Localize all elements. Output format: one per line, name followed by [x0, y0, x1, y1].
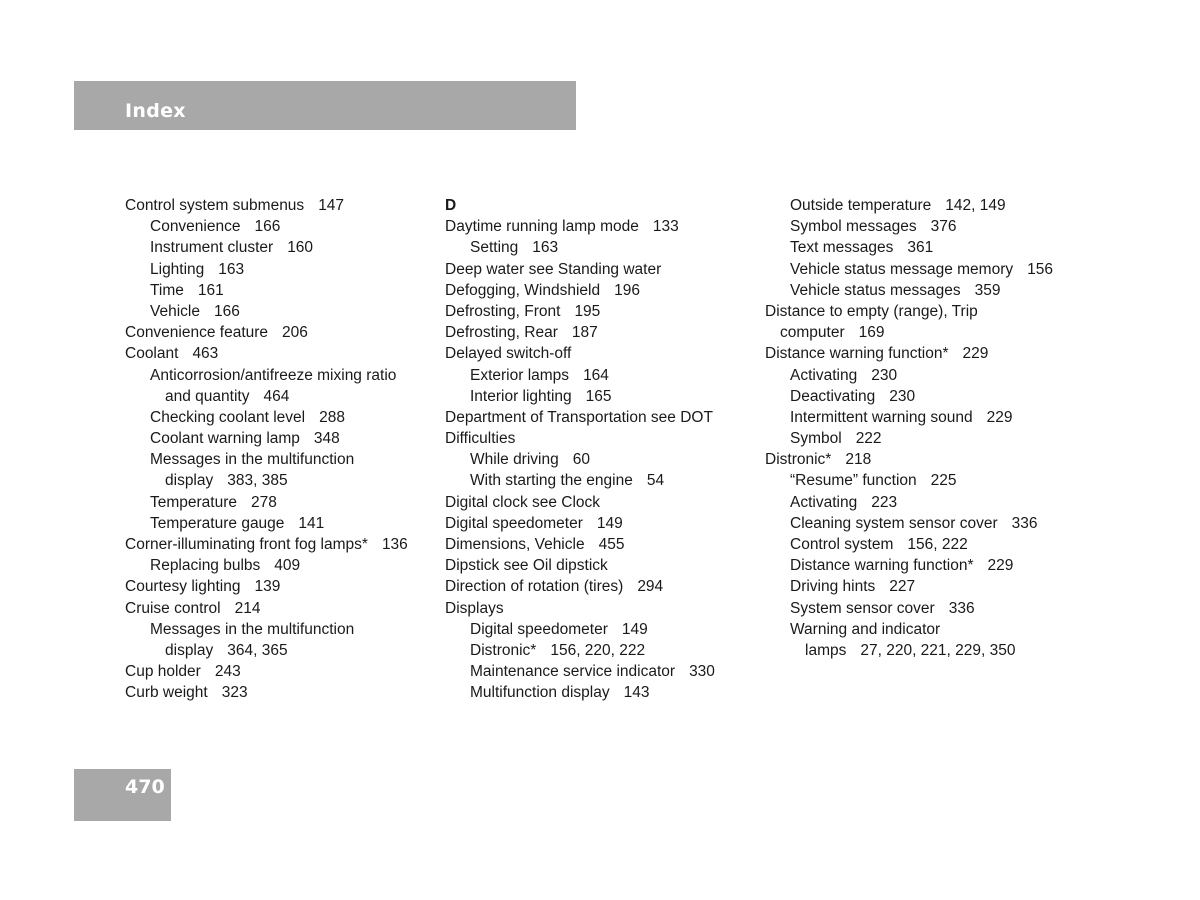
- index-entry-text: “Resume” function: [790, 472, 917, 490]
- index-column-3: [765, 195, 1095, 661]
- index-entry: [125, 470, 435, 491]
- index-entry-pages: 161: [197, 281, 224, 299]
- index-entry-pages: 464: [263, 387, 290, 405]
- index-entry-text: Vehicle status messages: [790, 281, 961, 299]
- index-entry: [765, 216, 1095, 237]
- index-entry: [125, 555, 435, 576]
- index-entry: [445, 216, 755, 237]
- index-entry: [125, 449, 435, 470]
- index-entry-pages: 243: [214, 663, 241, 681]
- index-entry: [765, 322, 1095, 343]
- index-entry: [125, 428, 435, 449]
- index-entry-text: Temperature: [150, 493, 238, 511]
- index-entry-pages: 323: [221, 684, 248, 702]
- page-number: 470: [125, 776, 165, 798]
- index-entry-pages: 166: [254, 218, 281, 236]
- index-entry-pages: 288: [319, 408, 345, 426]
- index-entry: [125, 619, 435, 640]
- index-entry: [765, 195, 1095, 216]
- index-entry-pages: 206: [282, 324, 308, 342]
- index-entry: [445, 576, 755, 597]
- index-entry-pages: 143: [623, 684, 650, 702]
- index-entry-text: Distance warning function*: [765, 345, 949, 363]
- index-entry: [445, 598, 755, 619]
- index-entry: [445, 640, 755, 661]
- index-entry: [445, 661, 755, 682]
- index-entry: [125, 237, 435, 258]
- index-entry-text: Exterior lamps: [470, 366, 570, 384]
- index-entry-text: Convenience: [150, 218, 241, 236]
- index-entry: [125, 513, 435, 534]
- index-entry-text: Daytime running lamp mode: [445, 218, 639, 236]
- index-entry: [445, 386, 755, 407]
- index-entry-pages: 330: [689, 663, 715, 681]
- index-entry: [765, 386, 1095, 407]
- index-entry: [125, 259, 435, 280]
- index-entry-text: Control system: [790, 536, 894, 553]
- index-entry-pages: 160: [287, 239, 314, 257]
- index-entry-text: Text messages: [790, 239, 894, 257]
- index-entry-text: Time: [150, 281, 184, 299]
- index-entry-pages: 229: [962, 345, 989, 363]
- index-entry: [765, 534, 1095, 555]
- index-entry-pages: 142, 149: [945, 197, 1006, 214]
- index-entry-pages: 60: [572, 451, 590, 469]
- index-entry-text: Dimensions, Vehicle: [445, 536, 585, 553]
- index-column-1: [125, 195, 435, 704]
- index-entry: [445, 407, 755, 428]
- index-entry: [125, 386, 435, 407]
- index-entry-text: Warning and indicator: [790, 620, 941, 638]
- index-entry: [765, 428, 1095, 449]
- index-entry: [765, 513, 1095, 534]
- index-entry-text: Deep water see Standing water: [445, 260, 662, 278]
- section-title: Index: [125, 100, 186, 122]
- index-entry-text: Temperature gauge: [150, 514, 285, 532]
- index-entry-pages: 222: [855, 430, 882, 448]
- index-entry-pages: 218: [845, 451, 872, 469]
- index-entry-text: and quantity: [165, 387, 250, 405]
- index-entry-pages: 156: [1027, 260, 1053, 278]
- index-entry-text: Lighting: [150, 260, 205, 278]
- index-entry-text: Defrosting, Front: [445, 302, 561, 320]
- index-entry-text: Multifunction display: [470, 684, 610, 702]
- index-entry-pages: 227: [889, 578, 916, 596]
- index-entry-pages: 409: [274, 557, 301, 575]
- index-entry-text: Anticorrosion/antifreeze mixing ratio: [150, 366, 397, 384]
- index-entry: [765, 449, 1095, 470]
- index-entry: [445, 470, 755, 491]
- index-entry-text: System sensor cover: [790, 599, 935, 617]
- index-entry-text: Distronic*: [765, 451, 832, 469]
- index-entry-text: Vehicle status message memory: [790, 260, 1014, 278]
- index-entry-text: Distance warning function*: [790, 557, 974, 575]
- index-entry-text: Deactivating: [790, 387, 876, 405]
- index-entry-pages: 364, 365: [227, 641, 288, 659]
- index-entry-pages: 163: [218, 260, 245, 278]
- index-entry-pages: 149: [596, 514, 623, 532]
- index-entry: [765, 640, 1095, 661]
- index-entry-text: display: [165, 472, 214, 490]
- index-entry-text: Department of Transportation see DOT: [445, 408, 713, 426]
- index-entry-pages: 359: [974, 281, 1001, 299]
- index-entry-text: Setting: [470, 239, 519, 257]
- index-entry-pages: 27, 220, 221, 229, 350: [860, 641, 1016, 659]
- index-entry-text: lamps: [805, 641, 847, 659]
- index-entry-pages: 149: [621, 620, 648, 638]
- index-entry-pages: 187: [571, 324, 598, 342]
- index-entry: [445, 428, 755, 449]
- index-entry: [765, 492, 1095, 513]
- index-entry-text: Outside temperature: [790, 197, 932, 214]
- index-entry-text: Replacing bulbs: [150, 557, 261, 575]
- index-entry: [765, 598, 1095, 619]
- index-entry-text: D: [445, 197, 457, 214]
- index-entry-pages: 336: [948, 599, 975, 617]
- index-entry: [765, 259, 1095, 280]
- index-entry: [445, 259, 755, 280]
- index-entry: [445, 449, 755, 470]
- index-entry-text: Cup holder: [125, 663, 201, 681]
- index-entry-pages: 164: [583, 366, 609, 384]
- index-entry-text: With starting the engine: [470, 472, 633, 490]
- index-letter-heading: [445, 195, 755, 216]
- index-entry: [125, 534, 435, 555]
- index-entry: [125, 216, 435, 237]
- index-entry: [125, 407, 435, 428]
- index-entry-text: display: [165, 641, 214, 659]
- index-entry: [765, 470, 1095, 491]
- index-entry-pages: 383, 385: [227, 472, 288, 490]
- index-entry-text: Displays: [445, 599, 504, 617]
- index-entry-text: Activating: [790, 493, 858, 511]
- index-entry: [125, 301, 435, 322]
- index-entry-pages: 133: [652, 218, 679, 236]
- index-entry: [125, 322, 435, 343]
- index-entry-text: Digital speedometer: [470, 620, 608, 638]
- index-entry-text: Cleaning system sensor cover: [790, 514, 998, 532]
- index-entry-text: Activating: [790, 366, 858, 384]
- index-entry: [765, 576, 1095, 597]
- index-entry: [445, 301, 755, 322]
- index-entry-text: Intermittent warning sound: [790, 408, 973, 426]
- index-entry: [765, 343, 1095, 364]
- index-entry-pages: 136: [381, 536, 408, 553]
- index-entry-text: Checking coolant level: [150, 408, 306, 426]
- index-entry-text: Distronic*: [470, 641, 537, 659]
- index-entry: [445, 280, 755, 301]
- index-entry-pages: 361: [907, 239, 934, 257]
- index-entry-text: Dipstick see Oil dipstick: [445, 557, 608, 575]
- page-number-box: [74, 769, 171, 821]
- index-entry: [125, 682, 435, 703]
- index-entry-text: Delayed switch-off: [445, 345, 572, 363]
- index-entry: [125, 280, 435, 301]
- index-entry-pages: 348: [313, 430, 340, 448]
- index-entry-pages: 223: [871, 493, 898, 511]
- index-entry-text: Vehicle: [150, 302, 200, 320]
- index-entry-text: Distance to empty (range), Trip: [765, 302, 978, 320]
- index-entry: [765, 301, 1095, 322]
- index-entry-pages: 147: [318, 197, 345, 214]
- index-entry-text: computer: [780, 324, 845, 342]
- index-entry-pages: 169: [858, 324, 885, 342]
- index-entry-pages: 463: [192, 345, 219, 363]
- index-entry-text: Defogging, Windshield: [445, 281, 601, 299]
- index-entry: [125, 492, 435, 513]
- index-entry-text: Courtesy lighting: [125, 578, 241, 596]
- index-entry: [445, 534, 755, 555]
- index-entry-pages: 294: [637, 578, 664, 596]
- index-entry-text: Coolant warning lamp: [150, 430, 300, 448]
- index-entry-pages: 156, 222: [907, 536, 968, 553]
- index-entry: [445, 619, 755, 640]
- index-entry-pages: 229: [987, 557, 1014, 575]
- index-entry-text: Curb weight: [125, 684, 208, 702]
- index-entry-pages: 336: [1011, 514, 1038, 532]
- index-entry: [125, 640, 435, 661]
- index-entry-text: Digital speedometer: [445, 514, 583, 532]
- index-entry-pages: 230: [871, 366, 898, 384]
- index-entry: [125, 343, 435, 364]
- index-entry: [765, 365, 1095, 386]
- index-entry: [445, 555, 755, 576]
- index-entry-pages: 166: [213, 302, 240, 320]
- index-entry-pages: 230: [889, 387, 916, 405]
- index-entry-text: Interior lighting: [470, 387, 572, 405]
- index-entry-pages: 54: [646, 472, 665, 490]
- index-entry-text: Defrosting, Rear: [445, 324, 558, 342]
- index-entry-pages: 278: [251, 493, 277, 511]
- index-entry-pages: 195: [574, 302, 601, 320]
- index-entry-text: Symbol messages: [790, 218, 917, 236]
- index-column-2: [445, 195, 755, 704]
- index-entry-text: Symbol: [790, 430, 842, 448]
- index-entry-text: Corner-illuminating front fog lamps*: [125, 536, 368, 553]
- index-entry-pages: 229: [986, 408, 1013, 426]
- index-entry-pages: 214: [234, 599, 261, 617]
- index-entry: [445, 365, 755, 386]
- index-entry: [125, 661, 435, 682]
- index-entry-pages: 163: [532, 239, 559, 257]
- index-entry: [125, 598, 435, 619]
- index-entry-text: Messages in the multifunction: [150, 620, 355, 638]
- index-entry: [445, 322, 755, 343]
- index-entry-pages: 139: [254, 578, 281, 596]
- index-entry: [445, 237, 755, 258]
- index-entry-pages: 196: [614, 281, 640, 299]
- index-entry-text: Digital clock see Clock: [445, 493, 601, 511]
- section-header-bar: [74, 81, 576, 130]
- index-entry: [125, 576, 435, 597]
- index-entry: [765, 555, 1095, 576]
- index-entry: [765, 619, 1095, 640]
- index-entry: [445, 492, 755, 513]
- index-entry-pages: 376: [930, 218, 957, 236]
- index-entry: [765, 237, 1095, 258]
- index-entry: [445, 682, 755, 703]
- index-entry-text: Control system submenus: [125, 197, 305, 214]
- index-entry-pages: 156, 220, 222: [550, 641, 646, 659]
- index-entry-text: Messages in the multifunction: [150, 451, 355, 469]
- index-entry-text: Instrument cluster: [150, 239, 274, 257]
- index-entry-pages: 165: [585, 387, 612, 405]
- index-entry: [125, 365, 435, 386]
- index-entry: [765, 280, 1095, 301]
- index-entry-text: Convenience feature: [125, 324, 269, 342]
- index-entry: [445, 343, 755, 364]
- index-entry-text: Difficulties: [445, 430, 516, 448]
- index-entry-text: Maintenance service indicator: [470, 663, 676, 681]
- index-entry-text: While driving: [470, 451, 559, 469]
- index-entry-text: Cruise control: [125, 599, 221, 617]
- index-entry: [765, 407, 1095, 428]
- index-entry-pages: 141: [298, 514, 325, 532]
- index-entry: [445, 513, 755, 534]
- index-entry-text: Driving hints: [790, 578, 876, 596]
- index-entry: [125, 195, 435, 216]
- index-entry-text: Direction of rotation (tires): [445, 578, 624, 596]
- index-entry-pages: 225: [930, 472, 957, 490]
- index-entry-pages: 455: [598, 536, 625, 553]
- index-entry-text: Coolant: [125, 345, 179, 363]
